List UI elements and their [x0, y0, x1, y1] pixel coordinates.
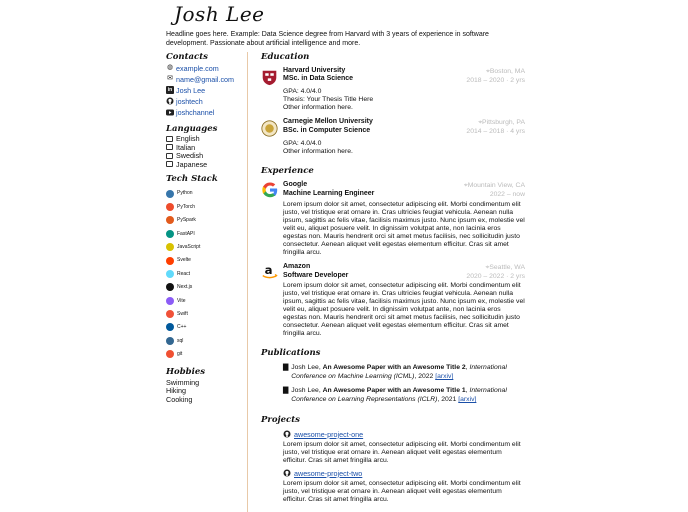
- contact-website-text[interactable]: example.com: [176, 63, 219, 73]
- tech-label: Svelte: [177, 257, 191, 264]
- job-description: Lorem ipsum dolor sit amet, consectetur adipiscing elit. Morbi condimentum elit justo, vel tristique erat ornare in. Cras ultricies feugiat vehicula. Aenean nulla ipsum, sagittis ac felis vitae, facilisis maximus justo. Nunc ipsum ex, molestie vel velit eu, aliquet posuere velit. In dignissim volutpat ante, non lacinia eros egestas non. Mauris hendrerit orci sit amet metus facilisis, nec sollicitudin justo consectetur. Aenean aliquet velit egestas elementum efficitur. Cras sit amet fringilla arcu.: [283, 282, 525, 338]
- tech-item: [166, 187, 258, 200]
- hobbies-title: Hobbies: [166, 366, 206, 377]
- github-icon: [283, 430, 291, 438]
- tech-label: Swift: [177, 310, 188, 317]
- youtube-icon: [166, 108, 174, 116]
- tech-item: [166, 281, 258, 294]
- education-item-harvard: [261, 67, 525, 113]
- tech-label: Python: [177, 190, 193, 197]
- globe-icon: ◍: [166, 63, 174, 71]
- languages-section: [166, 124, 258, 169]
- tech-label: JavaScript: [177, 244, 201, 250]
- tech-label: PySpark: [177, 217, 196, 224]
- tech-logo-icon: [166, 243, 174, 251]
- pub-year: 2022: [418, 373, 434, 381]
- project-link[interactable]: awesome-project-two: [294, 468, 363, 478]
- pub-venue: International Conference on Machine Learning (ICML): [291, 363, 507, 381]
- document-icon: ▇: [283, 363, 289, 371]
- tech-item: [166, 307, 258, 320]
- languages-title: Languages: [166, 123, 218, 134]
- flag-icon: [166, 153, 173, 159]
- tech-label: Next.js: [177, 284, 193, 291]
- tech-item: [166, 227, 258, 240]
- projects-title: Projects: [261, 414, 300, 425]
- tech-item: [166, 240, 258, 253]
- projects-section: [261, 415, 525, 504]
- tech-item: [166, 200, 258, 213]
- tech-item: [166, 321, 258, 334]
- cmu-logo-icon: [261, 120, 278, 137]
- location-text: [466, 263, 525, 272]
- tech-item: [166, 294, 258, 307]
- publication-item: ▇ Josh Lee, An Awesome Paper with an Awesome Title 2, International Conference on Machine Learning (ICML), 2022 [arxiv]: [283, 363, 507, 381]
- language-label: Italian: [176, 142, 196, 152]
- publications-title: Publications: [261, 348, 321, 359]
- pub-title: An Awesome Paper with an Awesome Title 1: [322, 386, 466, 394]
- pub-authors: Josh Lee,: [291, 363, 321, 371]
- flag-icon: [166, 144, 173, 150]
- arxiv-link[interactable]: [arxiv]: [458, 396, 477, 404]
- flag-icon: [166, 136, 173, 142]
- degree: MSc. in Data Science: [283, 75, 354, 83]
- pin-icon: ⌖: [463, 182, 468, 190]
- date-range: 2020 – 2022 · 2 yrs: [466, 272, 525, 280]
- tech-logo-icon: [166, 270, 174, 278]
- github-icon: [166, 97, 174, 105]
- language-item: [166, 134, 258, 143]
- document-icon: ▇: [283, 386, 289, 394]
- education-meta: [466, 118, 525, 136]
- location-text: [464, 181, 525, 190]
- tech-logo-icon: [166, 283, 174, 291]
- tech-logo-icon: [166, 337, 174, 345]
- left-column: [166, 52, 258, 409]
- tech-logo-icon: [166, 230, 174, 238]
- tech-item: [166, 334, 258, 347]
- contacts-section: [166, 52, 258, 118]
- hobbies-section: [166, 367, 258, 403]
- mail-icon: ✉: [167, 74, 173, 82]
- job-role: Machine Learning Engineer: [283, 190, 375, 197]
- amazon-logo-icon: [261, 263, 279, 281]
- tech-label: React: [177, 270, 191, 277]
- tech-title: Tech Stack: [166, 174, 218, 185]
- pin-icon: ⌖: [478, 119, 483, 127]
- company-name: Amazon: [283, 262, 311, 270]
- contact-github[interactable]: [166, 96, 258, 107]
- harvard-logo-icon: [261, 69, 278, 86]
- location-label: Seattle, WA: [489, 263, 525, 271]
- tech-item: [166, 254, 258, 267]
- language-item: [166, 143, 258, 152]
- tech-logo-icon: [166, 350, 174, 358]
- tech-logo-icon: [166, 203, 174, 211]
- experience-title: Experience: [261, 165, 314, 176]
- tech-label: Vite: [177, 297, 186, 304]
- edu-detail: Thesis: Your Thesis Title Here: [283, 96, 374, 104]
- date-range: 2018 – 2020 · 2 yrs: [466, 76, 525, 84]
- education-meta: [466, 67, 525, 85]
- tech-list: [166, 187, 258, 361]
- experience-item-amazon: [261, 263, 525, 339]
- hobby-item: Cooking: [166, 394, 193, 404]
- pin-icon: ⌖: [486, 67, 490, 75]
- contact-email[interactable]: [166, 74, 258, 85]
- svg-text:a: a: [264, 262, 273, 277]
- location-label: Mountain View, CA: [467, 182, 525, 190]
- contact-youtube-text[interactable]: joshchannel: [176, 107, 215, 117]
- edu-detail: Other information here.: [283, 147, 353, 155]
- experience-meta: [466, 263, 525, 281]
- tech-label: git: [177, 351, 183, 358]
- project-header: [283, 469, 525, 478]
- column-divider: [247, 52, 248, 512]
- contact-youtube[interactable]: [166, 107, 258, 118]
- contact-linkedin-text[interactable]: Josh Lee: [176, 85, 206, 95]
- language-label: Japanese: [176, 159, 208, 169]
- project-header: [283, 430, 525, 439]
- project-description: Lorem ipsum dolor sit amet, consectetur adipiscing elit. Morbi condimentum elit justo, vel tristique erat ornare in. Aenean aliquet velit egestas elementum efficitur. Cras sit amet fringilla arcu.: [283, 479, 521, 503]
- language-label: Swedish: [176, 151, 204, 160]
- language-label: English: [176, 134, 200, 143]
- contacts-title: Contacts: [166, 52, 208, 62]
- pub-venue: International Conference on Learning Representations (ICLR): [291, 386, 507, 404]
- location-text: [466, 67, 525, 76]
- tech-logo-icon: [166, 297, 174, 305]
- tech-label: sql: [177, 337, 184, 344]
- project-link[interactable]: awesome-project-one: [294, 429, 364, 439]
- school-name: Harvard University: [283, 66, 346, 74]
- job-description: Lorem ipsum dolor sit amet, consectetur adipiscing elit. Morbi condimentum elit justo, vel tristique erat ornare in. Cras ultricies feugiat vehicula. Aenean nulla ipsum, sagittis ac felis vitae, facilisis maximus justo. Nunc ipsum ex, molestie vel velit eu, aliquet posuere velit. In dignissim volutpat ante, non lacinia eros egestas non. Mauris hendrerit orci sit amet metus facilisis, nec sollicitudin justo consectetur. Aenean aliquet velit egestas elementum efficitur. Cras sit amet fringilla arcu.: [283, 200, 525, 256]
- location-text: [466, 118, 525, 127]
- flag-icon: [166, 161, 173, 167]
- tech-item: [166, 214, 258, 227]
- hobby-item: Swimming: [166, 377, 200, 387]
- location-label: Pittsburgh, PA: [482, 119, 525, 127]
- experience-meta: [464, 181, 525, 199]
- publications-section: [261, 348, 525, 405]
- project-item: [283, 469, 525, 504]
- job-role: Software Developer: [283, 271, 349, 279]
- language-item: [166, 160, 258, 169]
- headline: Headline goes here. Example: Data Science degree from Harvard with 3 years of experience in software development. Passionate about artificial intelligence and more.: [166, 31, 489, 47]
- education-title: Education: [261, 52, 310, 62]
- tech-section: [166, 174, 258, 361]
- edu-detail: GPA: 4.0/4.0: [283, 88, 322, 96]
- tech-item: [166, 267, 258, 280]
- tech-logo-icon: [166, 323, 174, 331]
- tech-logo-icon: [166, 310, 174, 318]
- school-name: Carnegie Mellon University: [283, 118, 373, 126]
- tech-item: [166, 348, 258, 361]
- pub-title: An Awesome Paper with an Awesome Title 2: [322, 363, 466, 371]
- resume-name: Josh Lee: [174, 2, 265, 26]
- education-item-cmu: [261, 118, 525, 156]
- company-name: Google: [283, 181, 308, 189]
- tech-logo-icon: [166, 257, 174, 265]
- tech-label: FastAPI: [177, 230, 195, 237]
- language-item: [166, 151, 258, 160]
- degree: BSc. in Computer Science: [283, 126, 371, 134]
- google-logo-icon: [261, 181, 279, 199]
- experience-item-google: [261, 181, 525, 257]
- date-range: 2022 – now: [489, 191, 525, 199]
- hobby-item: Hiking: [166, 386, 186, 396]
- arxiv-link[interactable]: [arxiv]: [435, 373, 454, 381]
- contact-email-text[interactable]: name@gmail.com: [176, 74, 235, 84]
- pin-icon: ⌖: [485, 263, 490, 271]
- edu-detail: GPA: 4.0/4.0: [283, 139, 322, 147]
- pub-authors: Josh Lee,: [291, 386, 321, 394]
- location-label: Boston, MA: [489, 67, 525, 75]
- project-description: Lorem ipsum dolor sit amet, consectetur adipiscing elit. Morbi condimentum elit justo, vel tristique erat ornare in. Aenean aliquet velit egestas elementum efficitur. Cras sit amet fringilla arcu.: [283, 440, 521, 464]
- publication-item: ▇ Josh Lee, An Awesome Paper with an Awesome Title 1, International Conference on Learning Representations (ICLR), 2021 [arxiv]: [283, 386, 507, 404]
- date-range: 2014 – 2018 · 4 yrs: [466, 128, 525, 136]
- contact-website[interactable]: [166, 63, 258, 74]
- tech-label: PyTorch: [177, 203, 196, 210]
- education-section: [261, 52, 525, 156]
- tech-logo-icon: [166, 190, 174, 198]
- pub-year: 2021: [441, 396, 457, 404]
- contact-github-text[interactable]: joshtech: [176, 96, 203, 106]
- linkedin-icon: in: [167, 87, 173, 93]
- tech-label: C++: [177, 324, 187, 331]
- github-icon: [283, 469, 291, 477]
- tech-logo-icon: [166, 216, 174, 224]
- project-item: [283, 430, 525, 465]
- edu-detail: Other information here.: [283, 104, 353, 112]
- experience-section: [261, 166, 525, 339]
- right-column: [261, 52, 525, 504]
- contact-linkedin[interactable]: [166, 85, 258, 96]
